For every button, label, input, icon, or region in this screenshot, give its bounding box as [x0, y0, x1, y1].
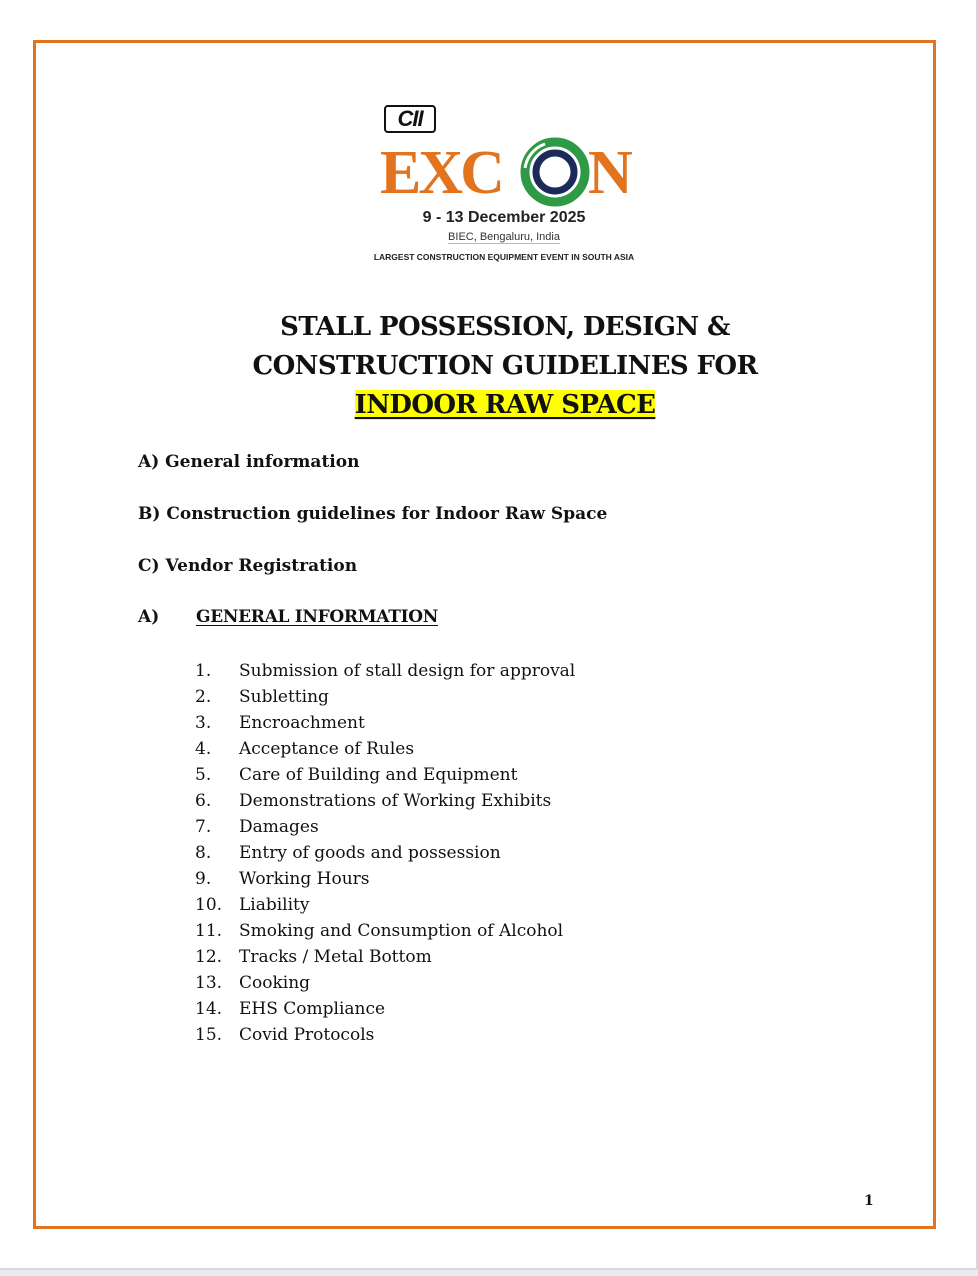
title-line-3 — [150, 386, 860, 425]
list-item-text: Smoking and Consumption of Alcohol — [239, 921, 564, 941]
list-item-text: Acceptance of Rules — [239, 739, 415, 759]
list-item-number: 2. — [195, 687, 212, 707]
list-item-text: Demonstrations of Working Exhibits — [239, 791, 552, 811]
list-item-number: 7. — [195, 817, 212, 837]
list-item-number: 13. — [195, 973, 223, 993]
title-highlight: INDOOR RAW SPACE — [354, 390, 656, 420]
list-item-number: 15. — [195, 1025, 223, 1045]
excon-wordmark — [378, 135, 638, 207]
event-venue — [346, 231, 662, 243]
section-a-general-information: A) General information — [138, 452, 360, 472]
event-tagline: LARGEST CONSTRUCTION EQUIPMENT EVENT IN SOUTH ASIA — [373, 252, 635, 262]
list-item-text: Subletting — [239, 687, 329, 707]
page-number: 1 — [864, 1193, 874, 1209]
list-item-text: Working Hours — [239, 869, 370, 889]
list-item-text: Tracks / Metal Bottom — [239, 947, 432, 967]
svg-text:N: N — [588, 139, 633, 207]
list-item-text: Care of Building and Equipment — [239, 765, 518, 785]
list-item-text: Liability — [239, 895, 310, 915]
title-line-2: CONSTRUCTION GUIDELINES FOR — [252, 351, 758, 381]
list-item-text: Submission of stall design for approval — [239, 661, 576, 681]
heading-letter: A) — [138, 607, 160, 627]
list-item-number: 4. — [195, 739, 212, 759]
list-item-number: 10. — [195, 895, 223, 915]
event-dates: 9 - 13 December 2025 — [422, 209, 586, 226]
list-item-text: Cooking — [239, 973, 311, 993]
cii-logo: CII — [384, 105, 436, 133]
list-item-text: EHS Compliance — [239, 999, 386, 1019]
list-item-number: 6. — [195, 791, 212, 811]
event-venue-text: BIEC, Bengaluru, India — [448, 231, 560, 243]
excon-gear-ring — [525, 142, 585, 202]
list-item-text: Damages — [239, 817, 319, 837]
list-item-number: 5. — [195, 765, 212, 785]
section-b-construction-guidelines: B) Construction guidelines for Indoor Raw Space — [138, 504, 608, 524]
list-item-number: 11. — [195, 921, 223, 941]
excon-wordmark-text: EXC — [380, 139, 502, 207]
excon-logo — [346, 95, 662, 270]
list-item-number: 12. — [195, 947, 223, 967]
document-title — [150, 308, 860, 425]
list-item-number: 3. — [195, 713, 212, 733]
list-item-number: 1. — [195, 661, 212, 681]
heading-text: GENERAL INFORMATION — [196, 607, 438, 627]
list-item-text: Encroachment — [239, 713, 365, 733]
list-item-text: Covid Protocols — [239, 1025, 375, 1045]
title-line-1: STALL POSSESSION, DESIGN & — [280, 312, 730, 342]
list-item-number: 9. — [195, 869, 212, 889]
list-item-text: Entry of goods and possession — [239, 843, 501, 863]
list-item-number: 8. — [195, 843, 212, 863]
list-item-number: 14. — [195, 999, 223, 1019]
section-c-vendor-registration: C) Vendor Registration — [138, 556, 358, 576]
